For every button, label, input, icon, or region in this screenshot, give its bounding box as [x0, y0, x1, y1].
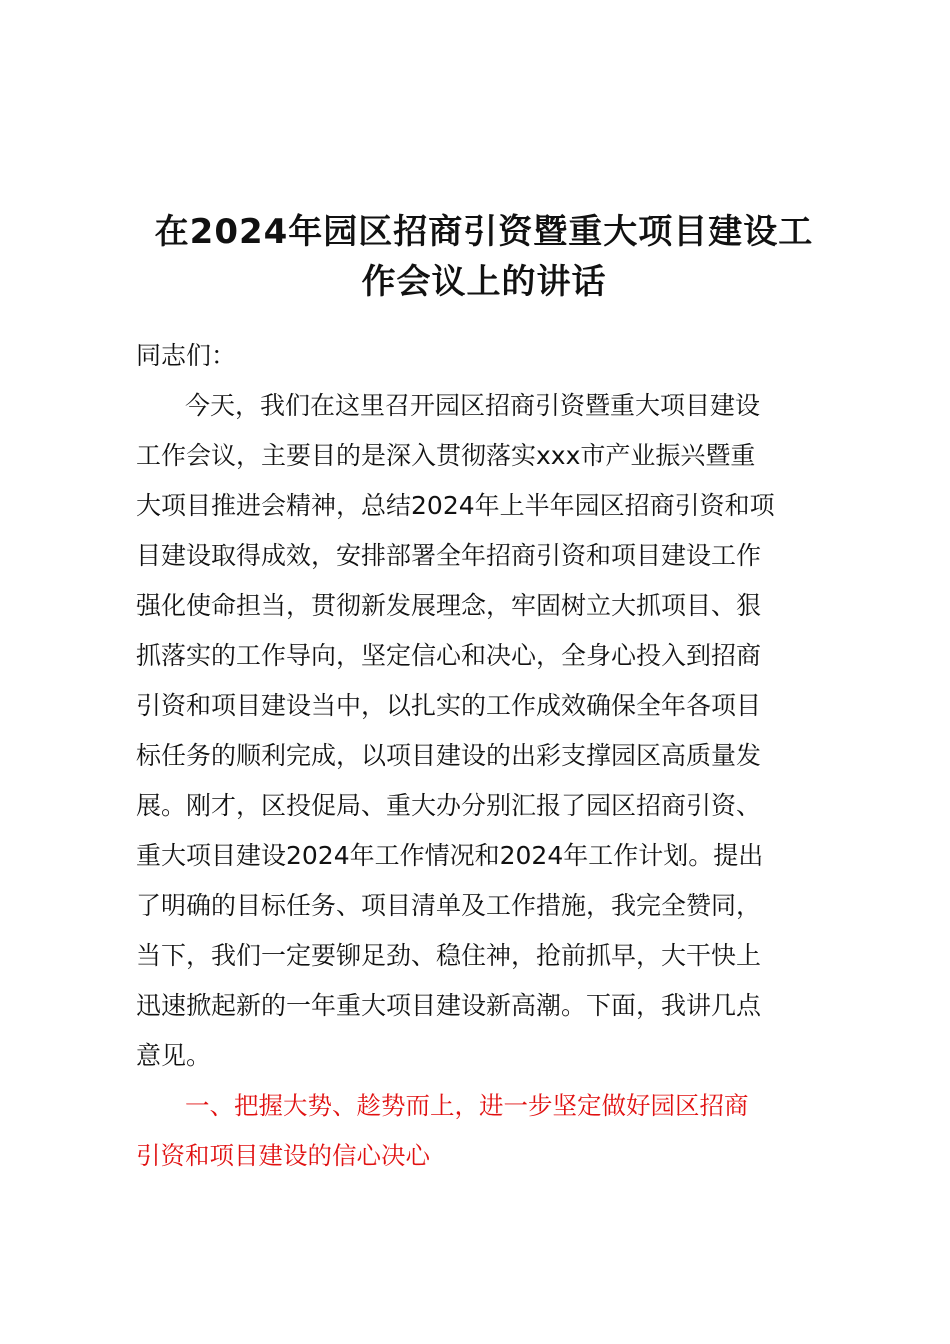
body-line: 大项目推进会精神，总结2024年上半年园区招商引资和项 [136, 491, 775, 520]
body-line: 迅速掀起新的一年重大项目建设新高潮。下面，我讲几点 [136, 991, 762, 1020]
document-title-line-2: 作会议上的讲话 [361, 262, 607, 302]
body-line: 标任务的顺利完成，以项目建设的出彩支撑园区高质量发 [136, 741, 762, 770]
body-line: 展。刚才，区投促局、重大办分别汇报了园区招商引资、 [136, 791, 762, 820]
body-line: 当下，我们一定要铆足劲、稳住神，抢前抓早，大干快上 [136, 941, 762, 970]
body-line: 意见。 [136, 1041, 212, 1070]
body-line: 重大项目建设2024年工作情况和2024年工作计划。提出 [136, 841, 764, 870]
section-heading-line: 引资和项目建设的信心决心 [136, 1141, 430, 1170]
document-title-line-1: 在2024年园区招商引资暨重大项目建设工 [154, 212, 814, 252]
body-line: 了明确的目标任务、项目清单及工作措施，我完全赞同， [136, 891, 762, 920]
body-line: 抓落实的工作导向，坚定信心和决心，全身心投入到招商 [136, 641, 762, 670]
body-line: 工作会议，主要目的是深入贯彻落实xxx市产业振兴暨重 [136, 441, 756, 470]
body-line: 目建设取得成效，安排部署全年招商引资和项目建设工作 [136, 541, 762, 570]
body-line: 强化使命担当，贯彻新发展理念，牢固树立大抓项目、狠 [136, 591, 762, 620]
body-line: 引资和项目建设当中，以扎实的工作成效确保全年各项目 [136, 691, 762, 720]
greeting: 同志们： [136, 341, 237, 370]
body-line: 今天，我们在这里召开园区招商引资暨重大项目建设 [185, 391, 761, 420]
section-heading-line: 一、把握大势、趁势而上，进一步坚定做好园区招商 [185, 1091, 749, 1120]
